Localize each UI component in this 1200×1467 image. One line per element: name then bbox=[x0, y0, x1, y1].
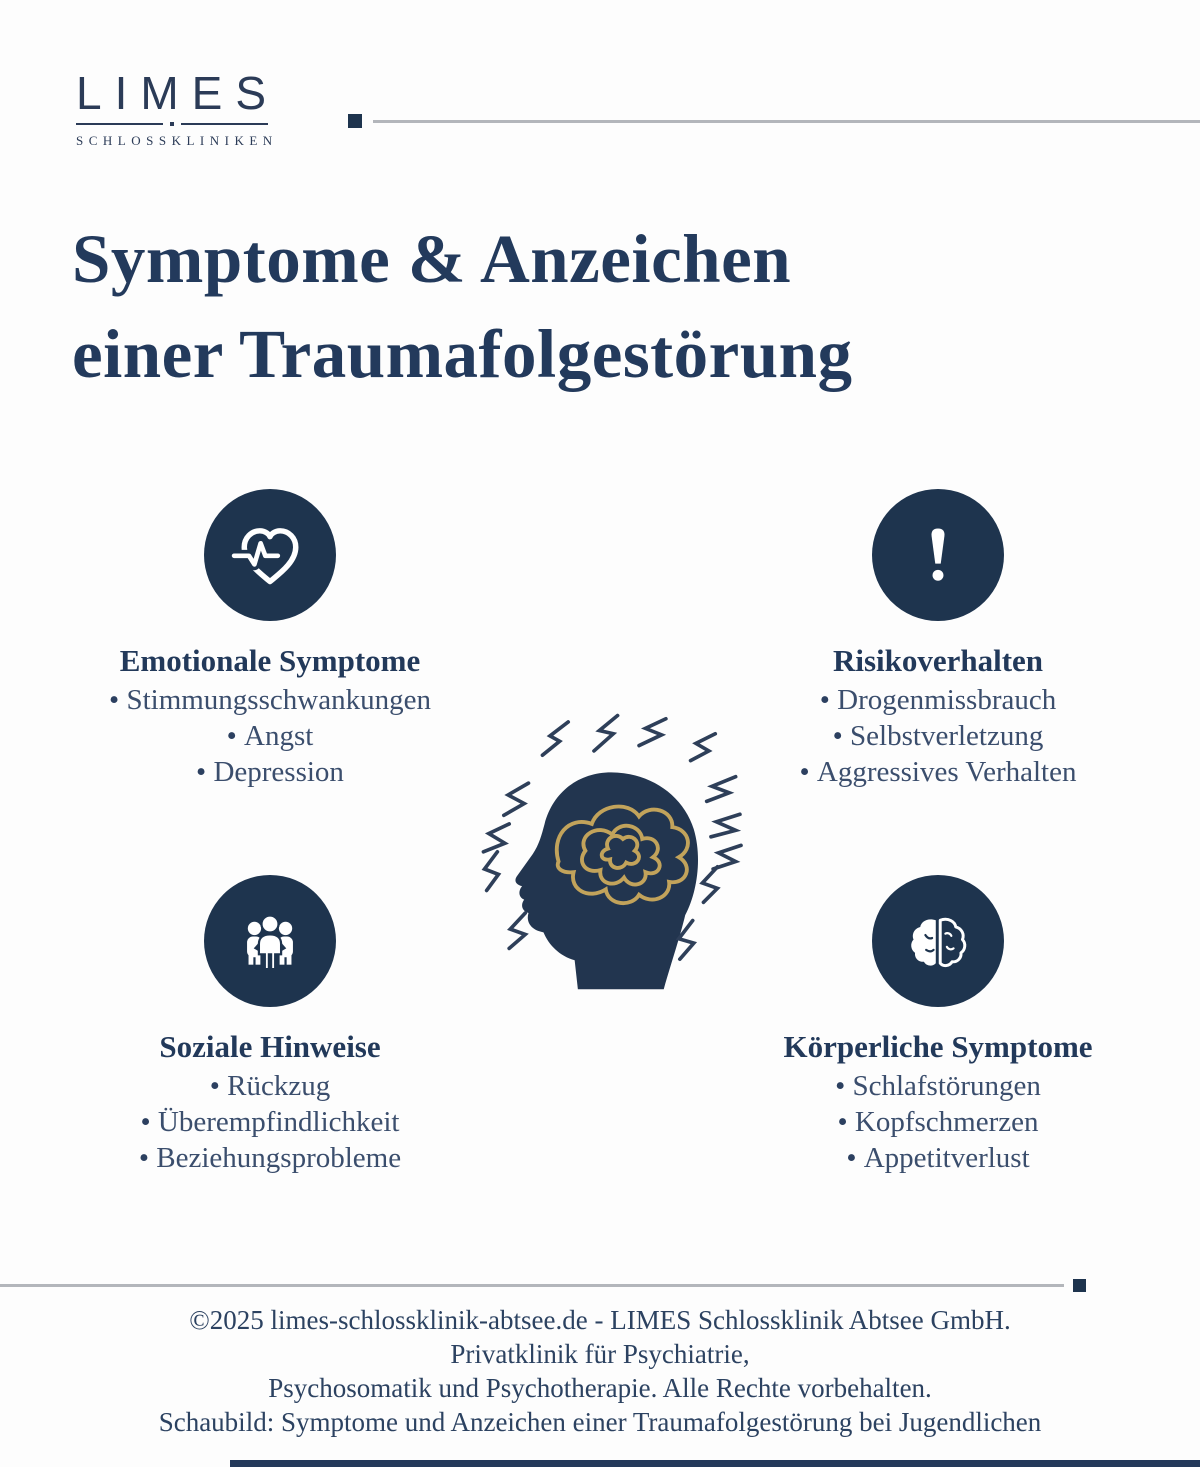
quadrant-soziale-hinweise bbox=[58, 875, 482, 1177]
list-item: • Selbstverletzung bbox=[726, 719, 1150, 755]
quadrant-emotionale-symptome bbox=[58, 489, 482, 791]
page-title-line2: einer Traumafolgestörung bbox=[72, 316, 853, 393]
stressed-head-illustration bbox=[448, 708, 770, 1030]
footer-line-clinic-type: Privatklinik für Psychiatrie, bbox=[450, 1339, 750, 1370]
list-item: • Aggressives Verhalten bbox=[726, 755, 1150, 791]
list-item: • Angst bbox=[58, 719, 482, 755]
quadrant-heading: Körperliche Symptome bbox=[783, 1029, 1093, 1064]
list-item: • Appetitverlust bbox=[726, 1141, 1150, 1177]
brain-icon bbox=[872, 875, 1004, 1007]
logo-dot bbox=[170, 122, 174, 126]
quadrant-list bbox=[58, 683, 482, 791]
exclamation-icon bbox=[872, 489, 1004, 621]
list-item: • Drogenmissbrauch bbox=[726, 683, 1150, 719]
quadrant-koerperliche-symptome bbox=[726, 875, 1150, 1177]
list-item: • Stimmungsschwankungen bbox=[58, 683, 482, 719]
list-item: • Schlafstörungen bbox=[726, 1069, 1150, 1105]
people-group-icon bbox=[204, 875, 336, 1007]
footer-line-copyright: ©2025 limes-schlossklinik-abtsee.de - LIMES Schlossklinik Abtsee GmbH. bbox=[189, 1305, 1011, 1335]
rule-square-icon bbox=[348, 114, 362, 128]
quadrant-list bbox=[58, 1069, 482, 1177]
quadrant-list bbox=[726, 1069, 1150, 1177]
page-title bbox=[72, 212, 853, 402]
rule-square-icon bbox=[1073, 1279, 1086, 1292]
footer-line-rights: Psychosomatik und Psychotherapie. Alle Rechte vorbehalten. bbox=[268, 1373, 932, 1404]
footer bbox=[0, 1303, 1200, 1439]
list-item: • Kopfschmerzen bbox=[726, 1105, 1150, 1141]
rule-line bbox=[0, 1284, 1064, 1287]
quadrant-list bbox=[726, 683, 1150, 791]
bottom-accent-bar bbox=[230, 1460, 1200, 1467]
top-rule bbox=[348, 114, 1200, 128]
brand-subtitle: SCHLOSSKLINIKEN bbox=[76, 133, 278, 148]
list-item: • Überempfindlichkeit bbox=[58, 1105, 482, 1141]
bottom-rule bbox=[0, 1279, 1086, 1292]
quadrant-heading: Emotionale Symptome bbox=[119, 643, 421, 678]
brand-name: LIMES bbox=[76, 67, 280, 119]
rule-line bbox=[373, 120, 1200, 123]
list-item: • Depression bbox=[58, 755, 482, 791]
quadrant-heading: Risikoverhalten bbox=[832, 643, 1044, 678]
page-title-line1: Symptome & Anzeichen bbox=[72, 221, 792, 297]
logo-divider bbox=[76, 122, 268, 126]
brand-logo bbox=[76, 67, 280, 149]
quadrant-risikoverhalten bbox=[726, 489, 1150, 791]
heart-pulse-icon bbox=[204, 489, 336, 621]
quadrant-heading: Soziale Hinweise bbox=[159, 1029, 381, 1064]
list-item: • Beziehungsprobleme bbox=[58, 1141, 482, 1177]
footer-line-caption: Schaubild: Symptome und Anzeichen einer Traumafolgestörung bei Jugendlichen bbox=[158, 1407, 1042, 1438]
list-item: • Rückzug bbox=[58, 1069, 482, 1105]
